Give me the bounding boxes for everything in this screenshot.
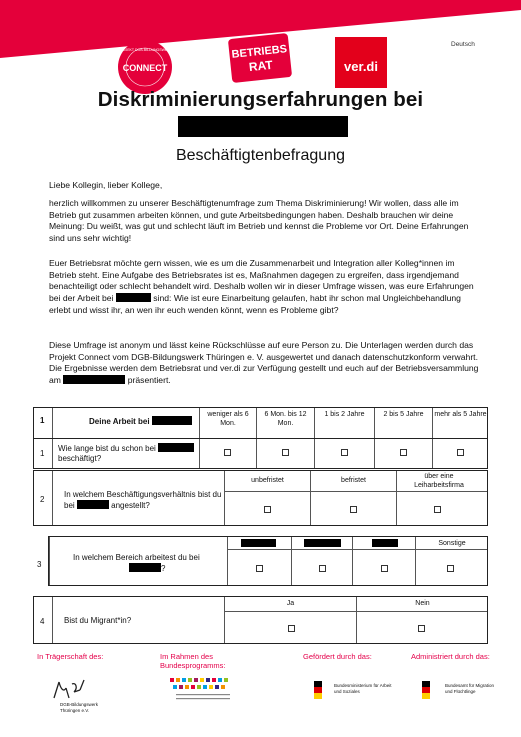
option-label: 2 bis 5 Jahre (383, 411, 424, 418)
bundesprogramm-logo (168, 676, 238, 706)
option-label: mehr als 5 Jahre (434, 411, 487, 418)
question-number: 3 (37, 560, 42, 569)
checkbox[interactable] (457, 449, 464, 456)
option-label: Nein (415, 600, 430, 607)
question-number: 2 (40, 495, 45, 504)
question-1-row (33, 439, 488, 469)
checkbox[interactable] (447, 565, 454, 572)
question-1-text: Wie lange bist du schon bei beschäftigt? (58, 443, 198, 464)
flag-icon (312, 681, 324, 701)
option-label: Ja (286, 600, 295, 607)
page-title: Diskriminierungserfahrungen bei (97, 88, 424, 111)
question-number: 1 (40, 449, 45, 458)
redaction-bar (178, 116, 348, 137)
redaction-bar (129, 563, 161, 572)
question-2-row (33, 470, 488, 526)
intro-paragraph-2-b: sind: Wie ist eure Einarbeitung gelaufen, habt ihr schon mal Ungleichbehandlung erlebt und wisst ihr, an wen ihr euch wenden könnt, wenn es Probleme gibt? (49, 293, 461, 315)
redaction-bar (158, 443, 194, 452)
question-4-text: Bist du Migrant*in? (64, 616, 132, 625)
intro-paragraph-3-b: präsentiert. (127, 375, 171, 386)
checkbox[interactable] (341, 449, 348, 456)
checkbox[interactable] (256, 565, 263, 572)
connect-logo-text: CONNECT (122, 63, 168, 73)
option-label: weniger als 6 Mon. (207, 411, 249, 427)
checkbox[interactable] (400, 449, 407, 456)
footer-label-gefoerdert: Gefördert durch das: (303, 652, 372, 661)
question-4-row (33, 596, 488, 644)
redaction-bar (372, 539, 398, 547)
bamf-text: Bundesamt für Migration und Flüchtlinge (445, 683, 495, 694)
section-title: Deine Arbeit bei (89, 416, 192, 427)
checkbox[interactable] (288, 625, 295, 632)
footer-label-administriert: Administriert durch das: (411, 652, 490, 661)
checkbox[interactable] (381, 565, 388, 572)
intro-paragraph-3 (49, 340, 479, 387)
option-label: Sonstige (438, 540, 466, 547)
question-3-text: In welchem Bereich arbeitest du bei ? (73, 553, 200, 573)
option-label: 1 bis 2 Jahre (324, 411, 365, 418)
option-label: unbefristet (251, 477, 284, 484)
svg-text:BETRIEBS: BETRIEBS (231, 43, 288, 61)
checkbox[interactable] (350, 506, 357, 513)
checkbox[interactable] (319, 565, 326, 572)
question-number: 4 (40, 617, 45, 626)
page-subtitle: Beschäftigtenbefragung (175, 147, 345, 164)
redaction-bar (116, 293, 151, 302)
intro-paragraph-1: herzlich willkommen zu unserer Beschäftigtenumfrage zum Thema Diskriminierung! Wir wollen, dass alle im Betrieb gut zusammen arbeiten können, und gute Arbeitsbedingungen haben. Deshalb brauchen wir deine Meinung: Du weißt, was gut und schlecht läuft im Betrieb und kennst die Probleme vor Ort. Deine Erfahrungen sind uns sehr wichtig! (49, 198, 469, 244)
bmas-text: Bundesministerium für Arbeit und Soziales (334, 683, 392, 694)
betriebsrat-logo (228, 28, 292, 92)
question-2-text: In welchem Beschäftigungsverhältnis bist du bei angestellt? (64, 490, 222, 510)
checkbox[interactable] (418, 625, 425, 632)
language-label[interactable]: Deutsch (451, 41, 475, 48)
option-label: befristet (341, 477, 366, 484)
option-label: über eine Leiharbeitsfirma (414, 473, 464, 489)
redaction-bar (152, 416, 192, 425)
section-number: 1 (40, 416, 45, 425)
verdi-logo-text: ver.di (344, 59, 378, 74)
question-3-row (48, 536, 488, 586)
intro-paragraph-3-a: Diese Umfrage ist anonym und lässt keine Rückschlüsse auf eure Person zu. Die Unterlagen werden durch das Projekt Connect vom DGB-Bildungswerk Thüringen e. V. ausgewertet und danach datenschutzkonform verwahrt. Die Ergebnisse werden dem Betriebsrat und ver.di zur Verfügung gestellt und euch auf der Betriebsversammlung am (49, 340, 479, 386)
checkbox[interactable] (264, 506, 271, 513)
connect-logo-ring-text: PROJEKT DGB-BILDUNGSWERK (117, 48, 173, 52)
verdi-logo (335, 37, 387, 88)
redaction-bar (63, 375, 125, 384)
footer-label-traeger: In Trägerschaft des: (37, 652, 104, 661)
dgb-bildungswerk-text: DGB-Bildungswerk Thüringen e.V. (60, 702, 99, 713)
checkbox[interactable] (282, 449, 289, 456)
intro-paragraph-2-a: Euer Betriebsrat möchte gern wissen, wie es um die Zusammenarbeit und Integration aller Kolleg*innen im Betrieb steht. Eine Aufgabe des Betriebsrates ist es, Maßnahmen dagegen zu ergreifen, dass irgendjemand benachteiligt oder schlecht behandelt wird. Deshalb wollen wir in dieser Umfrage wissen, was eure Erfahrungen bei der Arbeit bei (49, 258, 474, 304)
intro-paragraph-2 (49, 258, 479, 317)
footer-label-programm: Im Rahmen des Bundesprogramms: (160, 652, 226, 670)
redaction-bar (241, 539, 276, 547)
redaction-bar (77, 500, 109, 509)
flag-icon (420, 681, 432, 701)
redaction-bar (304, 539, 341, 547)
checkbox[interactable] (434, 506, 441, 513)
checkbox[interactable] (224, 449, 231, 456)
option-label: 6 Mon. bis 12 Mon. (264, 411, 307, 427)
svg-text:RAT: RAT (248, 57, 274, 75)
greeting: Liebe Kollegin, lieber Kollege, (49, 180, 163, 190)
section-1-header (33, 407, 488, 439)
